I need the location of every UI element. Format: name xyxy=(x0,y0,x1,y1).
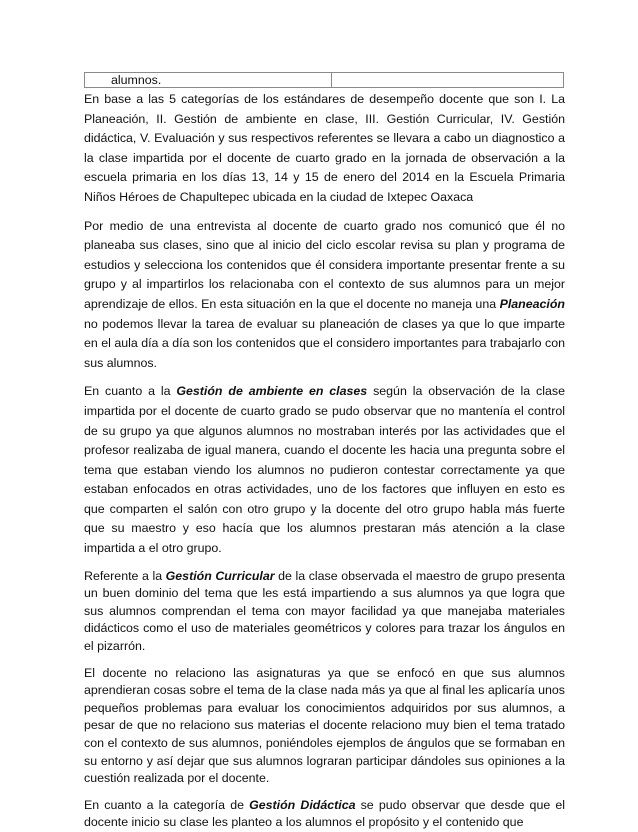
table-cell-right xyxy=(332,73,563,87)
paragraph-p5 xyxy=(84,665,565,788)
table-fragment xyxy=(84,72,564,88)
paragraph-p2 xyxy=(84,217,565,374)
paragraph-text: El docente no relaciono las asignaturas ya que se enfocó en que sus alumnos aprendieran cosas sobre el tema de la clase nada más ya que al final les aplicaría unos pequeños problemas para evaluar los conocimientos adquiridos por sus alumnos, a pesar de que no relaciono sus materias el docente relaciono muy bien el tema tratado con el contexto de sus alumnos, poniéndoles ejemplos de ángulos que se formaban en su entorno y así dejar que sus alumnos lograran participar dándoles sus opiniones a la cuestión realizada por el docente. xyxy=(84,665,565,786)
paragraph-text: Referente a la xyxy=(84,568,166,583)
paragraph-text: Por medio de una entrevista al docente de cuarto grado nos comunicó que él no planeaba sus clases, sino que al inicio del ciclo escolar revisa su plan y programa de estudios y selecciona los contenidos que él considera importante presentar frente a su grupo y al impartirlos los relacionaba con el contexto de sus alumnos para un mejor aprendizaje de ellos. En esta situación en la que el docente no maneja una xyxy=(84,218,565,311)
paragraph-text: En cuanto a la categoría de xyxy=(84,797,250,812)
paragraph-text: se pudo observar que desde que el docente inicio su clase les planteo a los alumnos el propósito y el contenido que xyxy=(84,797,565,830)
paragraph-p3 xyxy=(84,382,565,558)
paragraph-text: En base a las 5 categorías de los estándares de desempeño docente que son I. La Planeación, II. Gestión de ambiente en clase, III. Gestión Curricular, IV. Gestión didáctica, V. Evaluación y sus respectivos referentes se llevara a cabo un diagnostico a la clase impartida por el docente de cuarto grado en la jornada de observación a la escuela primaria en los días 13, 14 y 15 de enero del 2014 en la Escuela Primaria Niños Héroes de Chapultepec ubicada en la ciudad de Ixtepec Oaxaca xyxy=(84,92,565,204)
paragraph-text: En cuanto a la xyxy=(84,384,177,399)
paragraph-text: según la observación de la clase impartida por el docente de cuarto grado se pudo observar que no mantenía el control de su grupo ya que algunos alumnos no mostraban interés por las actividades que el profesor realizaba de igual manera, cuando el docente les hacia una pregunta sobre el tema que estaban viendo los alumnos no pudieron contestar correctamente ya que estaban enfocados en otras actividades, uno de los factores que influyen en esto es que comparten el salón con otro grupo y la docente del otro grupo habla más fuerte que su maestro y eso hacía que los alumnos prestaran más atención a la clase impartida a el otro grupo. xyxy=(84,384,565,556)
category-term: Gestión Curricular xyxy=(165,568,275,583)
paragraph-p6 xyxy=(84,797,565,832)
body-text xyxy=(84,90,565,832)
paragraph-text: no podemos llevar la tarea de evaluar su planeación de clases ya que lo que imparte en el aula día a día son los contenidos que el considero importantes para trabajarlo con sus alumnos. xyxy=(84,316,565,370)
table-cell-left: alumnos. xyxy=(85,73,332,87)
category-term: Gestión de ambiente en clases xyxy=(176,384,368,399)
category-term: Gestión Didáctica xyxy=(249,797,356,812)
category-term: Planeación xyxy=(499,296,565,311)
paragraph-text: de la clase observada el maestro de grupo presenta un buen dominio del tema que les está impartiendo a sus alumnos ya que logra que sus alumnos comprendan el tema con mayor facilidad ya que manejaba materiales didácticos como el uso de materiales geométricos y colores para trazar los ángulos en el pizarrón. xyxy=(84,568,565,654)
paragraph-p4 xyxy=(84,568,565,656)
paragraph-p1 xyxy=(84,90,565,208)
